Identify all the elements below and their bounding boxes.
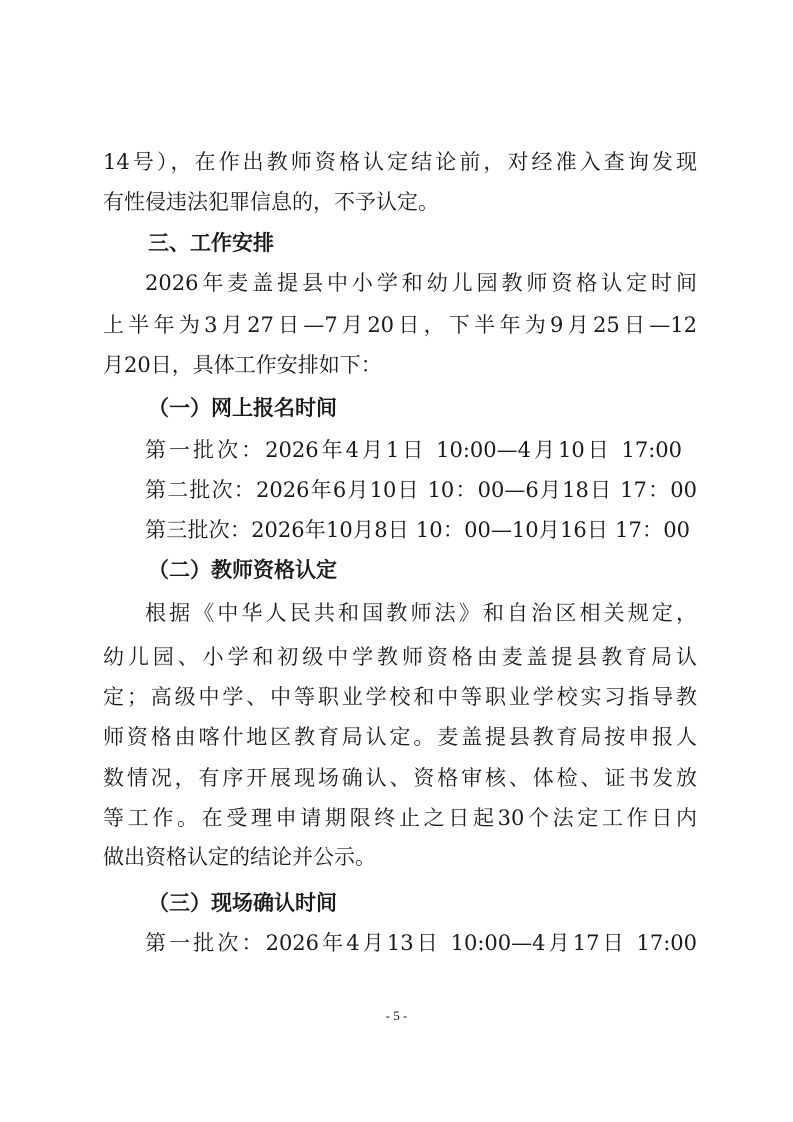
paragraph-line: 上半年为3月27日—7月20日，下半年为9月25日—12: [103, 313, 697, 337]
batch-line: 第一批次：2026年4月1日 10:00—4月10日 17:00: [145, 438, 682, 462]
subsection-heading: （二）教师资格认定: [148, 558, 337, 582]
paragraph-line: 14号），在作出教师资格认定结论前，对经准入查询发现: [103, 150, 697, 174]
paragraph-line: 根据《中华人民共和国教师法》和自治区相关规定，: [145, 601, 697, 625]
batch-line: 第一批次：2026年4月13日 10:00—4月17日 17:00: [145, 931, 697, 955]
batch-line: 第二批次：2026年6月10日 10：00—6月18日 17：00: [145, 478, 697, 502]
batch-line: 第三批次：2026年10月8日 10：00—10月16日 17：00: [145, 518, 690, 542]
paragraph-line: 等工作。在受理申请期限终止之日起30个法定工作日内: [103, 806, 697, 830]
paragraph-line: 师资格由喀什地区教育局认定。麦盖提县教育局按申报人: [103, 725, 697, 749]
section-heading: 三、工作安排: [148, 231, 274, 255]
paragraph-line: 2026年麦盖提县中小学和幼儿园教师资格认定时间: [145, 271, 697, 295]
subsection-heading: （三）现场确认时间: [148, 891, 337, 915]
paragraph-line: 做出资格认定的结论并公示。: [103, 845, 376, 869]
paragraph-line: 定；高级中学、中等职业学校和中等职业学校实习指导教: [103, 685, 697, 709]
paragraph-line: 幼儿园、小学和初级中学教师资格由麦盖提县教育局认: [103, 645, 697, 669]
paragraph-line: 有性侵违法犯罪信息的，不予认定。: [103, 190, 439, 214]
page-number: - 5 -: [385, 1008, 408, 1023]
paragraph-line: 数情况，有序开展现场确认、资格审核、体检、证书发放: [103, 766, 697, 790]
paragraph-line: 月20日，具体工作安排如下：: [103, 353, 382, 377]
subsection-heading: （一）网上报名时间: [148, 396, 337, 420]
